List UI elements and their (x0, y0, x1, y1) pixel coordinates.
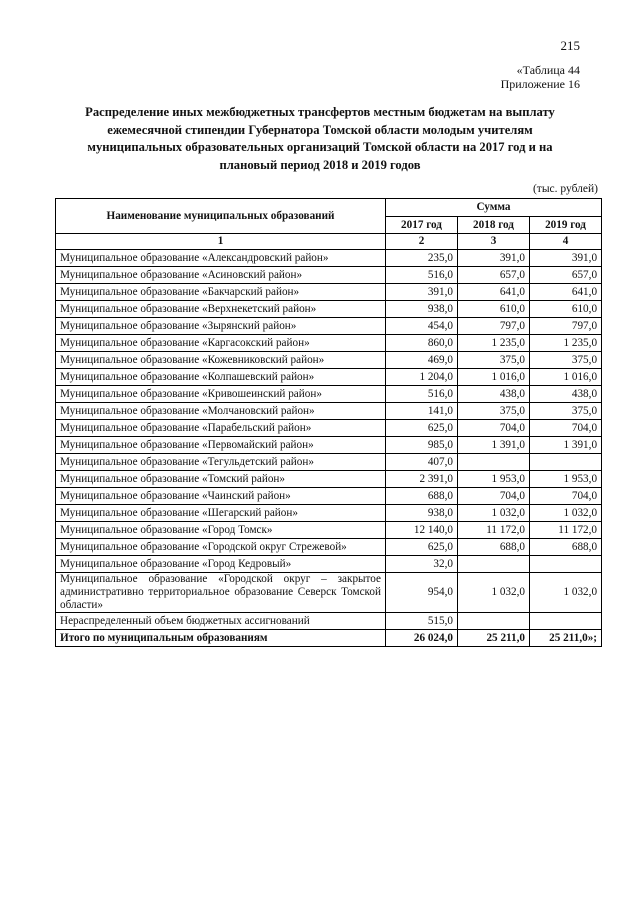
row-name: Муниципальное образование «Асиновский район» (56, 267, 386, 284)
row-value-2019: 11 172,0 (530, 522, 602, 539)
total-2019: 25 211,0»; (530, 630, 602, 647)
row-name: Муниципальное образование «Молчановский район» (56, 403, 386, 420)
header-2019: 2019 год (530, 217, 602, 234)
column-index-2: 2 (386, 234, 458, 250)
units-note: (тыс. рублей) (532, 183, 598, 195)
row-name: Муниципальное образование «Шегарский район» (56, 505, 386, 522)
table-row (56, 471, 602, 488)
row-value-2017: 32,0 (386, 556, 458, 573)
row-value-2017: 2 391,0 (386, 471, 458, 488)
row-name: Муниципальное образование «Зырянский район» (56, 318, 386, 335)
row-value-2018: 375,0 (458, 403, 530, 420)
column-index-1: 1 (56, 234, 386, 250)
table-row (56, 505, 602, 522)
row-value-2019 (530, 613, 602, 630)
row-value-2017: 938,0 (386, 505, 458, 522)
row-value-2017: 516,0 (386, 386, 458, 403)
row-name: Муниципальное образование «Тегульдетский район» (56, 454, 386, 471)
allocation-table (55, 198, 602, 647)
row-value-2019: 1 016,0 (530, 369, 602, 386)
row-value-2019: 375,0 (530, 403, 602, 420)
row-value-2017: 954,0 (386, 573, 458, 613)
row-value-2018: 1 016,0 (458, 369, 530, 386)
row-name: Муниципальное образование «Первомайский район» (56, 437, 386, 454)
row-value-2018: 438,0 (458, 386, 530, 403)
row-value-2019 (530, 454, 602, 471)
total-2018: 25 211,0 (458, 630, 530, 647)
table-body (56, 250, 602, 630)
table-row (56, 301, 602, 318)
row-value-2019: 391,0 (530, 250, 602, 267)
table-row (56, 335, 602, 352)
table-row (56, 284, 602, 301)
row-name: Муниципальное образование «Город Кедровый» (56, 556, 386, 573)
table-row (56, 250, 602, 267)
row-name: Муниципальное образование «Кривошеинский район» (56, 386, 386, 403)
row-value-2017: 985,0 (386, 437, 458, 454)
table-row (56, 318, 602, 335)
row-name: Нераспределенный объем бюджетных ассигнований (56, 613, 386, 630)
row-name: Муниципальное образование «Каргасокский район» (56, 335, 386, 352)
row-value-2018: 375,0 (458, 352, 530, 369)
row-value-2017: 1 204,0 (386, 369, 458, 386)
row-value-2017: 235,0 (386, 250, 458, 267)
table-reference: «Таблица 44 (516, 63, 580, 77)
row-name: Муниципальное образование «Колпашевский район» (56, 369, 386, 386)
row-value-2017: 407,0 (386, 454, 458, 471)
table-row (56, 573, 602, 613)
header-sum: Сумма (386, 199, 602, 217)
table-row (56, 539, 602, 556)
row-value-2017: 516,0 (386, 267, 458, 284)
row-value-2018 (458, 556, 530, 573)
table-row (56, 403, 602, 420)
row-value-2017: 625,0 (386, 539, 458, 556)
row-value-2018 (458, 613, 530, 630)
table-row (56, 352, 602, 369)
row-value-2017: 860,0 (386, 335, 458, 352)
row-value-2018: 704,0 (458, 488, 530, 505)
row-value-2017: 469,0 (386, 352, 458, 369)
appendix-reference: Приложение 16 (500, 77, 580, 91)
row-value-2018: 1 235,0 (458, 335, 530, 352)
row-value-2018 (458, 454, 530, 471)
row-value-2019: 375,0 (530, 352, 602, 369)
column-index-3: 3 (458, 234, 530, 250)
row-value-2018: 688,0 (458, 539, 530, 556)
row-value-2019: 657,0 (530, 267, 602, 284)
row-value-2019 (530, 556, 602, 573)
row-value-2019: 704,0 (530, 488, 602, 505)
row-value-2018: 641,0 (458, 284, 530, 301)
header-name-column: Наименование муниципальных образований (56, 199, 386, 234)
row-value-2018: 610,0 (458, 301, 530, 318)
row-value-2018: 1 953,0 (458, 471, 530, 488)
row-value-2018: 797,0 (458, 318, 530, 335)
row-value-2018: 1 032,0 (458, 573, 530, 613)
table-row (56, 386, 602, 403)
table-row (56, 613, 602, 630)
row-value-2018: 1 391,0 (458, 437, 530, 454)
table-row (56, 522, 602, 539)
table-row (56, 454, 602, 471)
table-row (56, 420, 602, 437)
row-value-2019: 797,0 (530, 318, 602, 335)
row-name: Муниципальное образование «Чаинский район» (56, 488, 386, 505)
row-value-2017: 454,0 (386, 318, 458, 335)
row-value-2018: 704,0 (458, 420, 530, 437)
row-name: Муниципальное образование «Верхнекетский район» (56, 301, 386, 318)
document-title: Распределение иных межбюджетных трансфертов местным бюджетам на выплату ежемесячной стипендии Губернатора Томской области молодым учителям муниципальных образовательных организаций Томской области на 2017 год и на плановый период 2018 и 2019 годов (85, 105, 555, 172)
header-2017: 2017 год (386, 217, 458, 234)
row-value-2017: 515,0 (386, 613, 458, 630)
table-row (56, 437, 602, 454)
row-value-2019: 704,0 (530, 420, 602, 437)
table-row (56, 369, 602, 386)
row-name: Муниципальное образование «Городской округ – закрытое административно территориальное образование Северск Томской области» (56, 573, 386, 613)
row-name: Муниципальное образование «Бакчарский район» (56, 284, 386, 301)
row-name: Муниципальное образование «Город Томск» (56, 522, 386, 539)
row-value-2019: 688,0 (530, 539, 602, 556)
row-value-2017: 688,0 (386, 488, 458, 505)
row-value-2019: 438,0 (530, 386, 602, 403)
table-row (56, 488, 602, 505)
table-row (56, 556, 602, 573)
row-value-2019: 610,0 (530, 301, 602, 318)
total-row (56, 630, 602, 647)
total-label: Итого по муниципальным образованиям (56, 630, 386, 647)
row-value-2017: 391,0 (386, 284, 458, 301)
row-value-2017: 141,0 (386, 403, 458, 420)
row-value-2017: 938,0 (386, 301, 458, 318)
row-value-2018: 11 172,0 (458, 522, 530, 539)
row-name: Муниципальное образование «Кожевниковский район» (56, 352, 386, 369)
row-value-2017: 12 140,0 (386, 522, 458, 539)
row-value-2019: 1 235,0 (530, 335, 602, 352)
page-number: 215 (560, 38, 580, 53)
header-2018: 2018 год (458, 217, 530, 234)
row-value-2017: 625,0 (386, 420, 458, 437)
row-value-2018: 1 032,0 (458, 505, 530, 522)
row-name: Муниципальное образование «Городской округ Стрежевой» (56, 539, 386, 556)
row-value-2019: 641,0 (530, 284, 602, 301)
row-value-2019: 1 032,0 (530, 573, 602, 613)
row-name: Муниципальное образование «Парабельский район» (56, 420, 386, 437)
row-value-2019: 1 032,0 (530, 505, 602, 522)
row-value-2018: 657,0 (458, 267, 530, 284)
table-row (56, 267, 602, 284)
row-value-2018: 391,0 (458, 250, 530, 267)
total-2017: 26 024,0 (386, 630, 458, 647)
row-value-2019: 1 391,0 (530, 437, 602, 454)
column-index-4: 4 (530, 234, 602, 250)
row-name: Муниципальное образование «Томский район» (56, 471, 386, 488)
row-value-2019: 1 953,0 (530, 471, 602, 488)
row-name: Муниципальное образование «Александровский район» (56, 250, 386, 267)
